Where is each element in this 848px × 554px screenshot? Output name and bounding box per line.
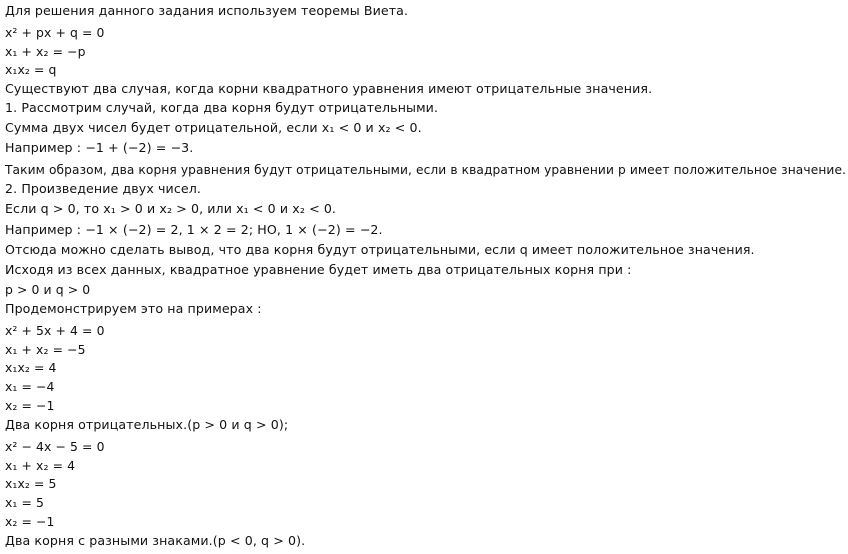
example-1-product: x₁x₂ = 4 [5,360,57,375]
text-line-all-data: Исходя из всех данных, квадратное уравнение будет иметь два отрицательных корня при : [5,262,632,277]
example-2-root-1: x₁ = 5 [5,495,45,510]
example-2-equation: x² − 4x − 5 = 0 [5,439,105,454]
text-line-example-sum: Например : −1 + (−2) = −3. [5,140,194,155]
example-2-sum: x₁ + x₂ = 4 [5,458,76,473]
example-1-sum: x₁ + x₂ = −5 [5,342,86,357]
text-line-case-2: 2. Произведение двух чисел. [5,181,201,196]
text-line-example-product: Например : −1 × (−2) = 2, 1 × 2 = 2; НО, 1 × (−2) = −2. [5,222,383,237]
text-line-conclusion-q: Отсюда можно сделать вывод, что два корня будут отрицательными, если q имеет положительное значения. [5,242,755,257]
text-line-sum-negative: Сумма двух чисел будет отрицательной, если x₁ < 0 и x₂ < 0. [5,120,422,135]
example-1-root-2: x₂ = −1 [5,398,55,413]
text-line-intro: Для решения данного задания используем теоремы Виета. [5,3,409,18]
text-line-if-q-positive: Если q > 0, то x₁ > 0 и x₂ > 0, или x₁ < 0 и x₂ < 0. [5,201,337,216]
example-2-conclusion: Два корня с разными знаками.(p < 0, q > 0). [5,533,306,548]
text-line-demonstrate: Продемонстрируем это на примерах : [5,301,262,316]
equation-product-roots: x₁x₂ = q [5,62,57,77]
equation-sum-roots: x₁ + x₂ = −p [5,44,86,59]
example-1-conclusion: Два корня отрицательных.(p > 0 и q > 0); [5,417,289,432]
equation-general: x² + px + q = 0 [5,25,105,40]
example-1-equation: x² + 5x + 4 = 0 [5,323,105,338]
text-line-conclusion-p: Таким образом, два корня уравнения будут отрицательными, если в квадратном уравнении p имеет положительное значение. [5,162,847,177]
text-line-two-cases: Существуют два случая, когда корни квадратного уравнения имеют отрицательные значения. [5,81,653,96]
example-1-root-1: x₁ = −4 [5,379,55,394]
example-2-product: x₁x₂ = 5 [5,476,57,491]
example-2-root-2: x₂ = −1 [5,514,55,529]
condition-p-q-positive: p > 0 и q > 0 [5,282,91,297]
text-line-case-1: 1. Рассмотрим случай, когда два корня будут отрицательными. [5,100,439,115]
